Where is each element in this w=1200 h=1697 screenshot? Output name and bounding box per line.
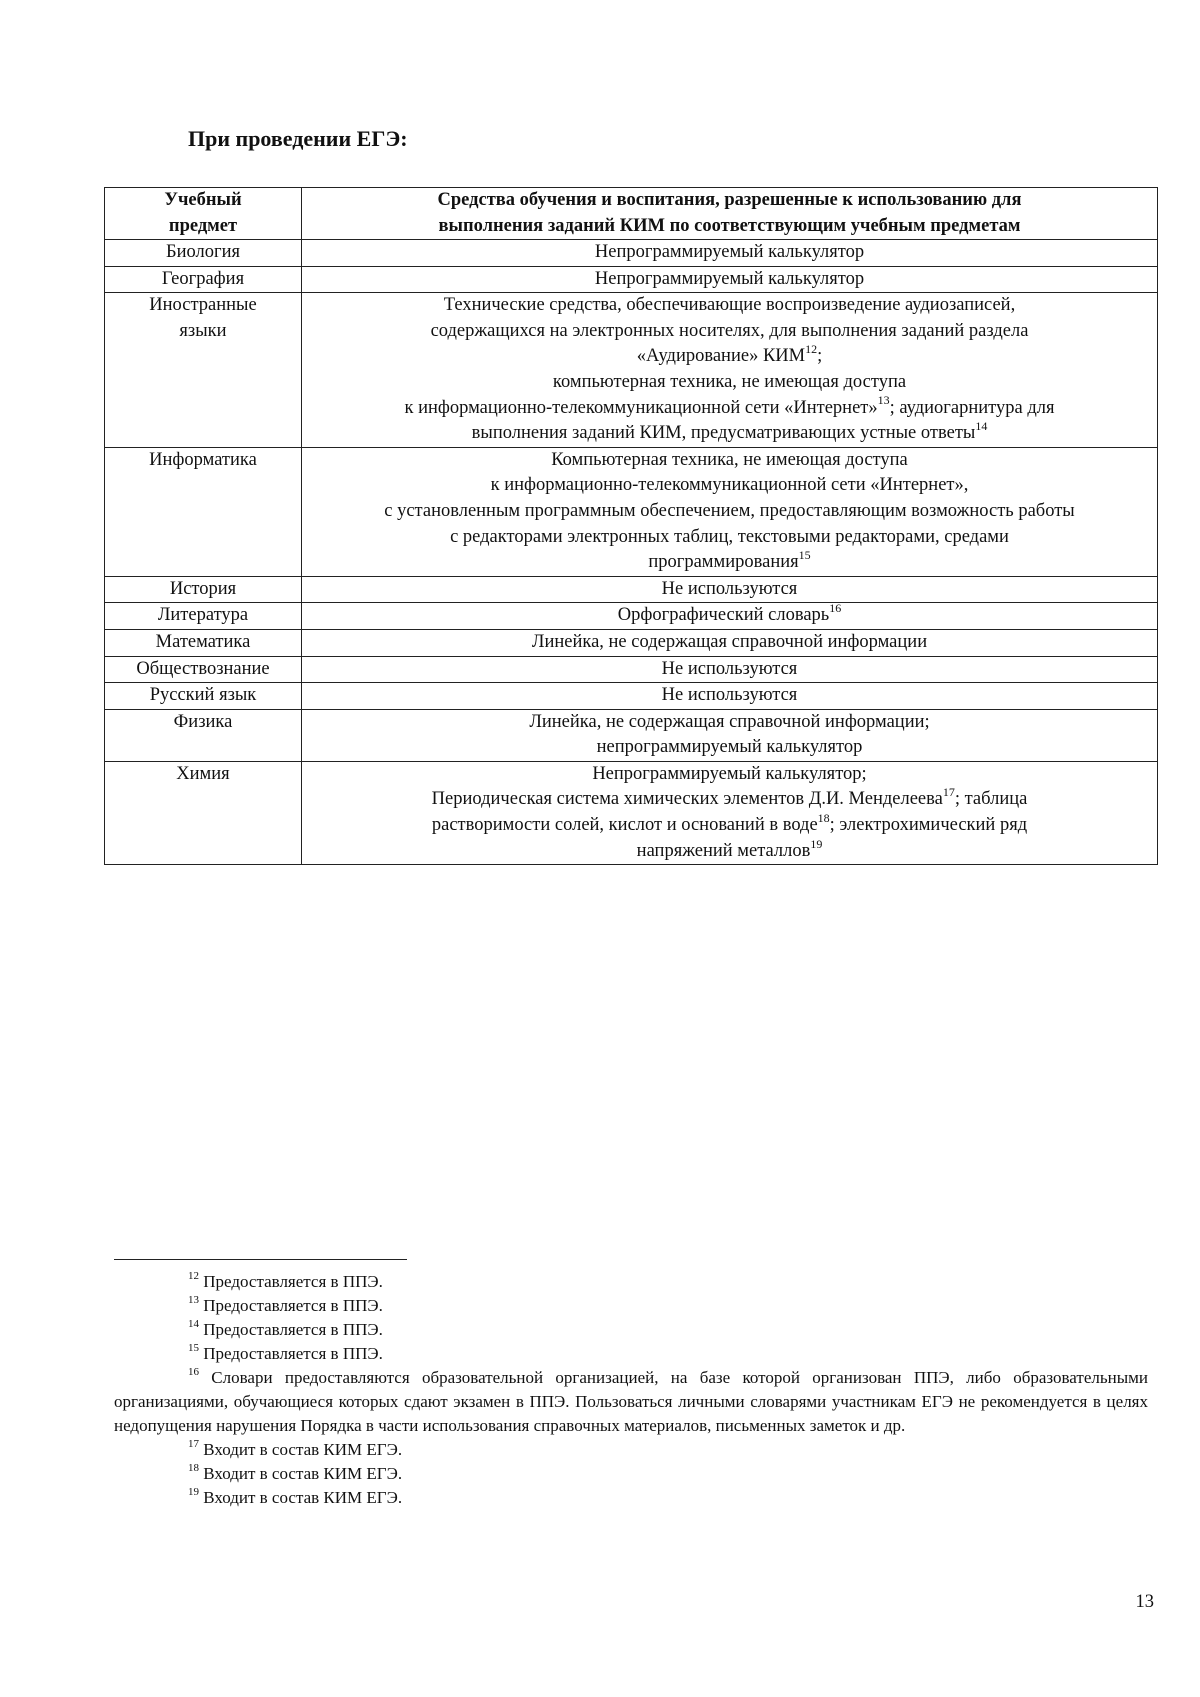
materials-text: Не используются: [661, 578, 798, 599]
header-subject-line: Учебный: [164, 190, 242, 210]
footnote-ref: 14: [975, 419, 988, 433]
subject-name: Биология: [165, 242, 240, 262]
subject-name: Иностранные: [149, 295, 257, 316]
materials-cell: [302, 447, 1158, 576]
materials-text: выполнения заданий КИМ, предусматривающих устные ответы: [471, 423, 976, 444]
footnote-text: Предоставляется в ППЭ.: [199, 1272, 383, 1291]
materials-text: программирования: [648, 552, 799, 573]
subject-cell: [105, 240, 302, 267]
materials-text: Непрограммируемый калькулятор;: [592, 763, 867, 784]
footnote: [114, 1318, 1148, 1342]
table-row: [105, 683, 1158, 710]
table-row: [105, 761, 1158, 864]
footnote-text: Входит в состав КИМ ЕГЭ.: [199, 1464, 403, 1483]
footnote-text: Словари предоставляются образовательной организацией, на базе которой организован ППЭ, либо образовательными организациями, обучающиеся которых сдают экзамен в ППЭ. Пользоваться личными словарями участникам ЕГЭ не рекомендуется в целях недопущения нарушения Порядка в части использования справочных материалов, письменных заметок и др.: [114, 1368, 1148, 1435]
footnote-number: 19: [188, 1486, 199, 1499]
footnote-number: 13: [188, 1294, 199, 1307]
footnote-ref: 13: [877, 393, 890, 408]
materials-text: Компьютерная техника, не имеющая доступа: [551, 449, 908, 470]
footnote: [114, 1462, 1148, 1486]
materials-text: ; таблица: [954, 789, 1028, 810]
subject-cell: [105, 293, 302, 448]
table-row: [105, 447, 1158, 576]
subject-cell: [105, 683, 302, 710]
subject-name: Химия: [176, 763, 230, 784]
materials-text: к информационно-телекоммуникационной сети «Интернет»,: [490, 475, 969, 496]
footnote: [114, 1366, 1148, 1438]
materials-text: ;: [817, 346, 823, 367]
materials-cell: [302, 761, 1158, 864]
footnote-ref: 15: [798, 547, 811, 562]
materials-cell: [302, 709, 1158, 761]
materials-text: Линейка, не содержащая справочной информации: [531, 631, 928, 652]
materials-text: содержащихся на электронных носителях, для выполнения заданий раздела: [430, 320, 1029, 341]
footnote-text: Входит в состав КИМ ЕГЭ.: [199, 1440, 403, 1459]
page-heading: При проведении ЕГЭ:: [188, 126, 408, 151]
footnote-text: Предоставляется в ППЭ.: [199, 1296, 383, 1315]
materials-cell: [302, 293, 1158, 448]
subject-cell: [105, 266, 302, 293]
footnote-ref: 17: [942, 785, 955, 800]
materials-text: компьютерная техника, не имеющая доступа: [552, 371, 907, 392]
materials-text: Линейка, не содержащая справочной информации;: [529, 711, 930, 732]
materials-text: ; электрохимический ряд: [829, 815, 1028, 836]
subject-name: География: [161, 268, 245, 289]
table-body: [105, 240, 1158, 865]
subject-name: языки: [179, 320, 227, 341]
materials-cell: [302, 240, 1158, 267]
header-subject: [105, 188, 302, 240]
materials-text: растворимости солей, кислот и оснований в воде: [431, 815, 818, 836]
subject-cell: [105, 603, 302, 630]
table-row: [105, 709, 1158, 761]
subject-cell: [105, 656, 302, 683]
footnote-ref: 19: [810, 836, 823, 851]
subject-cell: [105, 761, 302, 864]
materials-text: Не используются: [661, 685, 798, 706]
footnote: [114, 1438, 1148, 1462]
footnote-number: 18: [188, 1462, 199, 1475]
header-materials: [302, 188, 1158, 240]
table-header-row: [105, 188, 1158, 240]
footnote-number: 12: [188, 1270, 199, 1283]
subject-cell: [105, 709, 302, 761]
materials-text: с редакторами электронных таблиц, текстовыми редакторами, средами: [450, 526, 1009, 547]
table-row: [105, 293, 1158, 448]
materials-text: Непрограммируемый калькулятор: [594, 268, 865, 289]
footnote-separator: [114, 1259, 407, 1260]
materials-text: Технические средства, обеспечивающие воспроизведение аудиозаписей,: [443, 295, 1016, 316]
materials-text: «Аудирование» КИМ: [636, 346, 806, 367]
subject-cell: [105, 576, 302, 603]
footnote: [114, 1294, 1148, 1318]
materials-text: Орфографический словарь: [617, 605, 830, 626]
footnote: [114, 1486, 1148, 1510]
materials-cell: [302, 683, 1158, 710]
subject-name: Русский язык: [149, 685, 257, 706]
materials-text: с установленным программным обеспечением, предоставляющим возможность работы: [384, 500, 1075, 521]
table-row: [105, 656, 1158, 683]
materials-cell: [302, 266, 1158, 293]
footnote-ref: 12: [805, 342, 818, 357]
footnote-text: Предоставляется в ППЭ.: [199, 1320, 383, 1339]
materials-text: напряжений металлов: [636, 840, 811, 861]
materials-text: к информационно-телекоммуникационной сети «Интернет»: [404, 397, 878, 418]
footnote-ref: 18: [817, 810, 830, 825]
footnote-number: 17: [188, 1438, 199, 1451]
subject-name: Литература: [157, 605, 249, 626]
subject-cell: [105, 629, 302, 656]
footnote-ref: 16: [829, 601, 842, 616]
materials-text: ; аудиогарнитура для: [889, 397, 1055, 418]
footnote: [114, 1270, 1148, 1294]
footnote-number: 16: [188, 1366, 199, 1379]
table-row: [105, 240, 1158, 267]
subject-name: Обществознание: [136, 658, 270, 679]
subject-name: История: [169, 578, 237, 599]
footnote-number: 15: [188, 1342, 199, 1355]
table-row: [105, 603, 1158, 630]
footnote: [114, 1342, 1148, 1366]
footnote-text: Входит в состав КИМ ЕГЭ.: [199, 1488, 403, 1507]
materials-cell: [302, 656, 1158, 683]
materials-cell: [302, 629, 1158, 656]
materials-text: Периодическая система химических элементов Д.И. Менделеева: [431, 789, 943, 810]
footnotes: [114, 1270, 1148, 1510]
footnote-number: 14: [188, 1318, 199, 1331]
allowed-materials-table: [104, 187, 1158, 865]
header-subject-line: предмет: [168, 215, 238, 236]
table-row: [105, 266, 1158, 293]
materials-text: непрограммируемый калькулятор: [596, 737, 863, 758]
table-row: [105, 576, 1158, 603]
footnote-text: Предоставляется в ППЭ.: [199, 1344, 383, 1363]
table-row: [105, 629, 1158, 656]
materials-cell: [302, 576, 1158, 603]
subject-cell: [105, 447, 302, 576]
subject-name: Информатика: [149, 449, 257, 470]
materials-text: Непрограммируемый калькулятор: [594, 242, 865, 262]
materials-cell: [302, 603, 1158, 630]
subject-name: Математика: [155, 631, 251, 652]
materials-text: Не используются: [661, 658, 798, 679]
page-number: 13: [1135, 1592, 1154, 1612]
header-materials-line: Средства обучения и воспитания, разрешенные к использованию для: [437, 190, 1022, 210]
subject-name: Физика: [173, 711, 233, 732]
header-materials-line: выполнения заданий КИМ по соответствующим учебным предметам: [438, 215, 1021, 236]
